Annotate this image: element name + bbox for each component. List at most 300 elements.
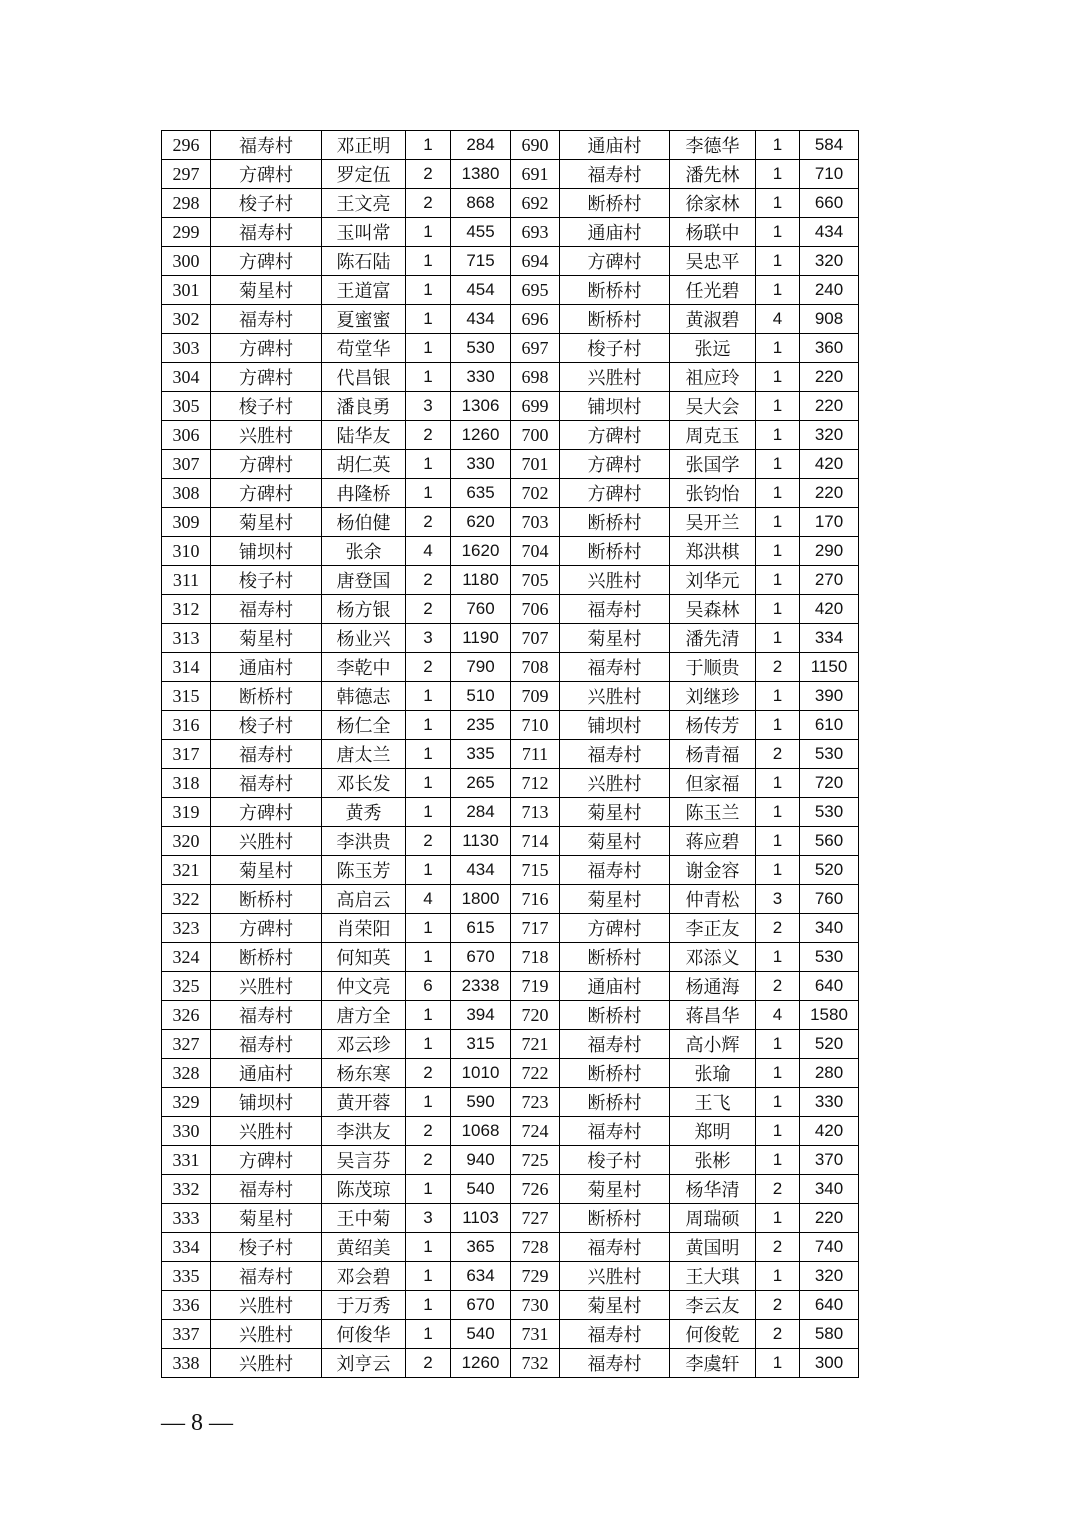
left-village-cell: 兴胜村	[211, 421, 322, 450]
left-name-cell: 李洪友	[322, 1117, 406, 1146]
left-count-cell: 1	[406, 1088, 451, 1117]
left-amount-cell: 670	[451, 943, 511, 972]
table-row	[162, 914, 859, 943]
right-no-cell: 708	[511, 653, 560, 682]
left-count-cell: 1	[406, 1233, 451, 1262]
right-no-cell: 718	[511, 943, 560, 972]
right-amount-cell: 530	[800, 943, 859, 972]
right-count-cell: 1	[756, 334, 800, 363]
right-name-cell: 杨传芳	[670, 711, 756, 740]
left-village-cell: 方碑村	[211, 479, 322, 508]
left-no-cell: 308	[162, 479, 211, 508]
left-amount-cell: 1380	[451, 160, 511, 189]
left-name-cell: 韩德志	[322, 682, 406, 711]
right-village-cell: 福寿村	[560, 1117, 670, 1146]
left-count-cell: 1	[406, 247, 451, 276]
table-row	[162, 1291, 859, 1320]
left-no-cell: 329	[162, 1088, 211, 1117]
left-amount-cell: 335	[451, 740, 511, 769]
right-no-cell: 698	[511, 363, 560, 392]
right-no-cell: 700	[511, 421, 560, 450]
right-village-cell: 断桥村	[560, 537, 670, 566]
right-village-cell: 断桥村	[560, 1204, 670, 1233]
right-name-cell: 徐家林	[670, 189, 756, 218]
left-amount-cell: 1010	[451, 1059, 511, 1088]
left-count-cell: 1	[406, 769, 451, 798]
table-row	[162, 769, 859, 798]
left-name-cell: 邓云珍	[322, 1030, 406, 1059]
right-count-cell: 3	[756, 885, 800, 914]
right-count-cell: 1	[756, 1262, 800, 1291]
table-row	[162, 827, 859, 856]
table-row	[162, 1146, 859, 1175]
right-name-cell: 吴森林	[670, 595, 756, 624]
right-village-cell: 福寿村	[560, 740, 670, 769]
table-row	[162, 334, 859, 363]
left-village-cell: 福寿村	[211, 305, 322, 334]
left-name-cell: 代昌银	[322, 363, 406, 392]
left-name-cell: 刘亨云	[322, 1349, 406, 1378]
roster-body	[162, 131, 859, 1378]
table-row	[162, 363, 859, 392]
left-village-cell: 菊星村	[211, 624, 322, 653]
right-name-cell: 陈玉兰	[670, 798, 756, 827]
left-count-cell: 1	[406, 1001, 451, 1030]
right-name-cell: 张钧怡	[670, 479, 756, 508]
right-no-cell: 719	[511, 972, 560, 1001]
left-no-cell: 322	[162, 885, 211, 914]
right-amount-cell: 270	[800, 566, 859, 595]
right-name-cell: 李云友	[670, 1291, 756, 1320]
left-amount-cell: 1260	[451, 1349, 511, 1378]
right-count-cell: 2	[756, 653, 800, 682]
right-village-cell: 菊星村	[560, 798, 670, 827]
right-count-cell: 1	[756, 566, 800, 595]
left-no-cell: 338	[162, 1349, 211, 1378]
right-village-cell: 方碑村	[560, 450, 670, 479]
table-row	[162, 508, 859, 537]
right-count-cell: 4	[756, 1001, 800, 1030]
left-count-cell: 1	[406, 1030, 451, 1059]
right-village-cell: 菊星村	[560, 827, 670, 856]
table-row	[162, 566, 859, 595]
right-village-cell: 断桥村	[560, 943, 670, 972]
left-count-cell: 1	[406, 798, 451, 827]
right-count-cell: 1	[756, 537, 800, 566]
left-count-cell: 1	[406, 943, 451, 972]
left-no-cell: 333	[162, 1204, 211, 1233]
left-village-cell: 福寿村	[211, 131, 322, 160]
left-name-cell: 玉叫常	[322, 218, 406, 247]
right-count-cell: 1	[756, 392, 800, 421]
table-row	[162, 1233, 859, 1262]
left-name-cell: 何知英	[322, 943, 406, 972]
left-amount-cell: 330	[451, 363, 511, 392]
left-amount-cell: 235	[451, 711, 511, 740]
left-amount-cell: 1620	[451, 537, 511, 566]
table-row	[162, 392, 859, 421]
left-name-cell: 何俊华	[322, 1320, 406, 1349]
table-row	[162, 1117, 859, 1146]
left-village-cell: 兴胜村	[211, 1117, 322, 1146]
left-no-cell: 317	[162, 740, 211, 769]
right-name-cell: 张国学	[670, 450, 756, 479]
left-no-cell: 301	[162, 276, 211, 305]
left-village-cell: 菊星村	[211, 856, 322, 885]
table-row	[162, 421, 859, 450]
right-count-cell: 1	[756, 160, 800, 189]
left-village-cell: 兴胜村	[211, 1320, 322, 1349]
left-count-cell: 2	[406, 1059, 451, 1088]
left-village-cell: 通庙村	[211, 1059, 322, 1088]
right-amount-cell: 420	[800, 450, 859, 479]
right-no-cell: 722	[511, 1059, 560, 1088]
left-amount-cell: 634	[451, 1262, 511, 1291]
right-count-cell: 2	[756, 972, 800, 1001]
left-count-cell: 1	[406, 479, 451, 508]
left-village-cell: 福寿村	[211, 769, 322, 798]
right-name-cell: 潘先清	[670, 624, 756, 653]
right-no-cell: 699	[511, 392, 560, 421]
left-no-cell: 297	[162, 160, 211, 189]
right-name-cell: 张远	[670, 334, 756, 363]
right-count-cell: 2	[756, 914, 800, 943]
left-village-cell: 兴胜村	[211, 972, 322, 1001]
left-amount-cell: 1190	[451, 624, 511, 653]
right-no-cell: 693	[511, 218, 560, 247]
left-village-cell: 方碑村	[211, 1146, 322, 1175]
left-count-cell: 2	[406, 1146, 451, 1175]
left-village-cell: 梭子村	[211, 189, 322, 218]
right-village-cell: 菊星村	[560, 885, 670, 914]
right-name-cell: 杨华清	[670, 1175, 756, 1204]
right-name-cell: 周瑞硕	[670, 1204, 756, 1233]
right-no-cell: 717	[511, 914, 560, 943]
left-amount-cell: 434	[451, 856, 511, 885]
right-name-cell: 但家福	[670, 769, 756, 798]
left-name-cell: 邓长发	[322, 769, 406, 798]
left-count-cell: 1	[406, 218, 451, 247]
table-row	[162, 1204, 859, 1233]
right-name-cell: 刘继珍	[670, 682, 756, 711]
right-village-cell: 通庙村	[560, 131, 670, 160]
left-name-cell: 唐方全	[322, 1001, 406, 1030]
left-no-cell: 328	[162, 1059, 211, 1088]
left-amount-cell: 670	[451, 1291, 511, 1320]
left-village-cell: 梭子村	[211, 1233, 322, 1262]
right-no-cell: 727	[511, 1204, 560, 1233]
right-count-cell: 1	[756, 276, 800, 305]
right-no-cell: 714	[511, 827, 560, 856]
right-name-cell: 黄淑碧	[670, 305, 756, 334]
right-no-cell: 690	[511, 131, 560, 160]
left-village-cell: 菊星村	[211, 508, 322, 537]
left-name-cell: 陈玉芳	[322, 856, 406, 885]
left-amount-cell: 434	[451, 305, 511, 334]
left-no-cell: 302	[162, 305, 211, 334]
left-amount-cell: 635	[451, 479, 511, 508]
left-amount-cell: 615	[451, 914, 511, 943]
left-village-cell: 方碑村	[211, 334, 322, 363]
right-amount-cell: 1580	[800, 1001, 859, 1030]
table-row	[162, 595, 859, 624]
right-name-cell: 何俊乾	[670, 1320, 756, 1349]
left-village-cell: 福寿村	[211, 740, 322, 769]
left-amount-cell: 540	[451, 1175, 511, 1204]
table-row	[162, 189, 859, 218]
right-name-cell: 高小辉	[670, 1030, 756, 1059]
right-village-cell: 梭子村	[560, 334, 670, 363]
right-count-cell: 1	[756, 189, 800, 218]
table-row	[162, 624, 859, 653]
right-amount-cell: 240	[800, 276, 859, 305]
table-row	[162, 653, 859, 682]
left-no-cell: 312	[162, 595, 211, 624]
left-no-cell: 318	[162, 769, 211, 798]
left-no-cell: 321	[162, 856, 211, 885]
right-count-cell: 1	[756, 856, 800, 885]
right-name-cell: 任光碧	[670, 276, 756, 305]
left-count-cell: 1	[406, 363, 451, 392]
left-no-cell: 310	[162, 537, 211, 566]
right-amount-cell: 280	[800, 1059, 859, 1088]
right-no-cell: 705	[511, 566, 560, 595]
right-amount-cell: 1150	[800, 653, 859, 682]
left-village-cell: 铺坝村	[211, 537, 322, 566]
left-count-cell: 2	[406, 1117, 451, 1146]
left-village-cell: 方碑村	[211, 247, 322, 276]
left-no-cell: 330	[162, 1117, 211, 1146]
left-no-cell: 313	[162, 624, 211, 653]
table-row	[162, 1059, 859, 1088]
table-row	[162, 885, 859, 914]
right-amount-cell: 710	[800, 160, 859, 189]
table-row	[162, 711, 859, 740]
right-no-cell: 732	[511, 1349, 560, 1378]
left-amount-cell: 540	[451, 1320, 511, 1349]
left-amount-cell: 1130	[451, 827, 511, 856]
right-amount-cell: 420	[800, 1117, 859, 1146]
table-row	[162, 1262, 859, 1291]
right-amount-cell: 720	[800, 769, 859, 798]
right-village-cell: 铺坝村	[560, 711, 670, 740]
right-village-cell: 方碑村	[560, 247, 670, 276]
table-row	[162, 305, 859, 334]
left-count-cell: 1	[406, 914, 451, 943]
right-amount-cell: 530	[800, 798, 859, 827]
left-no-cell: 332	[162, 1175, 211, 1204]
page-number: — 8 —	[161, 1410, 233, 1436]
left-name-cell: 杨仁全	[322, 711, 406, 740]
left-count-cell: 2	[406, 566, 451, 595]
left-name-cell: 陆华友	[322, 421, 406, 450]
left-count-cell: 3	[406, 392, 451, 421]
left-village-cell: 兴胜村	[211, 1291, 322, 1320]
left-amount-cell: 760	[451, 595, 511, 624]
left-amount-cell: 2338	[451, 972, 511, 1001]
left-village-cell: 菊星村	[211, 1204, 322, 1233]
table-row	[162, 1001, 859, 1030]
left-village-cell: 福寿村	[211, 1030, 322, 1059]
right-count-cell: 1	[756, 131, 800, 160]
right-count-cell: 4	[756, 305, 800, 334]
right-village-cell: 方碑村	[560, 421, 670, 450]
right-village-cell: 菊星村	[560, 1291, 670, 1320]
right-name-cell: 黄国明	[670, 1233, 756, 1262]
left-amount-cell: 510	[451, 682, 511, 711]
right-village-cell: 菊星村	[560, 624, 670, 653]
right-village-cell: 兴胜村	[560, 363, 670, 392]
right-amount-cell: 220	[800, 392, 859, 421]
right-name-cell: 张瑜	[670, 1059, 756, 1088]
right-no-cell: 731	[511, 1320, 560, 1349]
right-village-cell: 福寿村	[560, 595, 670, 624]
right-no-cell: 702	[511, 479, 560, 508]
table-row	[162, 160, 859, 189]
left-village-cell: 铺坝村	[211, 1088, 322, 1117]
right-village-cell: 福寿村	[560, 1030, 670, 1059]
left-no-cell: 320	[162, 827, 211, 856]
right-village-cell: 福寿村	[560, 856, 670, 885]
left-count-cell: 1	[406, 1320, 451, 1349]
right-amount-cell: 340	[800, 914, 859, 943]
right-no-cell: 726	[511, 1175, 560, 1204]
left-no-cell: 298	[162, 189, 211, 218]
left-name-cell: 肖荣阳	[322, 914, 406, 943]
left-name-cell: 邓正明	[322, 131, 406, 160]
right-amount-cell: 908	[800, 305, 859, 334]
right-village-cell: 兴胜村	[560, 769, 670, 798]
left-no-cell: 335	[162, 1262, 211, 1291]
right-amount-cell: 610	[800, 711, 859, 740]
left-count-cell: 2	[406, 595, 451, 624]
left-village-cell: 梭子村	[211, 566, 322, 595]
left-count-cell: 1	[406, 856, 451, 885]
table-row	[162, 682, 859, 711]
table-row	[162, 740, 859, 769]
left-amount-cell: 940	[451, 1146, 511, 1175]
right-count-cell: 1	[756, 1204, 800, 1233]
left-village-cell: 福寿村	[211, 595, 322, 624]
right-count-cell: 1	[756, 595, 800, 624]
right-no-cell: 710	[511, 711, 560, 740]
left-amount-cell: 394	[451, 1001, 511, 1030]
left-count-cell: 1	[406, 740, 451, 769]
right-no-cell: 721	[511, 1030, 560, 1059]
table-row	[162, 1175, 859, 1204]
table-row	[162, 798, 859, 827]
right-no-cell: 723	[511, 1088, 560, 1117]
left-no-cell: 314	[162, 653, 211, 682]
table-row	[162, 131, 859, 160]
left-name-cell: 夏蜜蜜	[322, 305, 406, 334]
left-name-cell: 王文亮	[322, 189, 406, 218]
right-amount-cell: 434	[800, 218, 859, 247]
left-count-cell: 1	[406, 682, 451, 711]
left-name-cell: 唐登国	[322, 566, 406, 595]
left-no-cell: 323	[162, 914, 211, 943]
right-no-cell: 724	[511, 1117, 560, 1146]
left-name-cell: 陈茂琼	[322, 1175, 406, 1204]
right-name-cell: 邓添义	[670, 943, 756, 972]
right-amount-cell: 560	[800, 827, 859, 856]
right-no-cell: 696	[511, 305, 560, 334]
left-no-cell: 319	[162, 798, 211, 827]
table-row	[162, 856, 859, 885]
right-amount-cell: 580	[800, 1320, 859, 1349]
left-no-cell: 334	[162, 1233, 211, 1262]
left-no-cell: 296	[162, 131, 211, 160]
right-no-cell: 712	[511, 769, 560, 798]
left-no-cell: 307	[162, 450, 211, 479]
left-name-cell: 高启云	[322, 885, 406, 914]
left-count-cell: 2	[406, 827, 451, 856]
left-amount-cell: 330	[451, 450, 511, 479]
right-no-cell: 720	[511, 1001, 560, 1030]
left-village-cell: 福寿村	[211, 1262, 322, 1291]
right-no-cell: 695	[511, 276, 560, 305]
left-village-cell: 方碑村	[211, 914, 322, 943]
left-count-cell: 1	[406, 1175, 451, 1204]
right-village-cell: 福寿村	[560, 1349, 670, 1378]
left-name-cell: 吴言芬	[322, 1146, 406, 1175]
right-village-cell: 断桥村	[560, 1001, 670, 1030]
left-village-cell: 菊星村	[211, 276, 322, 305]
right-village-cell: 断桥村	[560, 189, 670, 218]
left-name-cell: 黄秀	[322, 798, 406, 827]
right-amount-cell: 660	[800, 189, 859, 218]
right-name-cell: 郑洪棋	[670, 537, 756, 566]
right-no-cell: 697	[511, 334, 560, 363]
right-name-cell: 王大琪	[670, 1262, 756, 1291]
right-no-cell: 707	[511, 624, 560, 653]
left-count-cell: 2	[406, 160, 451, 189]
left-name-cell: 杨方银	[322, 595, 406, 624]
right-village-cell: 断桥村	[560, 276, 670, 305]
left-count-cell: 1	[406, 305, 451, 334]
left-amount-cell: 1306	[451, 392, 511, 421]
left-count-cell: 6	[406, 972, 451, 1001]
right-name-cell: 潘先林	[670, 160, 756, 189]
left-count-cell: 2	[406, 421, 451, 450]
right-no-cell: 694	[511, 247, 560, 276]
right-no-cell: 729	[511, 1262, 560, 1291]
right-count-cell: 1	[756, 450, 800, 479]
right-count-cell: 2	[756, 1175, 800, 1204]
right-name-cell: 谢金容	[670, 856, 756, 885]
left-count-cell: 3	[406, 1204, 451, 1233]
right-count-cell: 1	[756, 624, 800, 653]
right-count-cell: 1	[756, 1117, 800, 1146]
left-name-cell: 冉隆桥	[322, 479, 406, 508]
right-no-cell: 730	[511, 1291, 560, 1320]
left-name-cell: 于万秀	[322, 1291, 406, 1320]
left-no-cell: 315	[162, 682, 211, 711]
right-count-cell: 1	[756, 682, 800, 711]
right-no-cell: 691	[511, 160, 560, 189]
left-village-cell: 断桥村	[211, 885, 322, 914]
left-village-cell: 方碑村	[211, 363, 322, 392]
right-no-cell: 709	[511, 682, 560, 711]
right-no-cell: 728	[511, 1233, 560, 1262]
right-amount-cell: 390	[800, 682, 859, 711]
left-count-cell: 1	[406, 1291, 451, 1320]
right-village-cell: 通庙村	[560, 972, 670, 1001]
right-count-cell: 1	[756, 1059, 800, 1088]
left-amount-cell: 530	[451, 334, 511, 363]
left-village-cell: 兴胜村	[211, 827, 322, 856]
left-amount-cell: 315	[451, 1030, 511, 1059]
